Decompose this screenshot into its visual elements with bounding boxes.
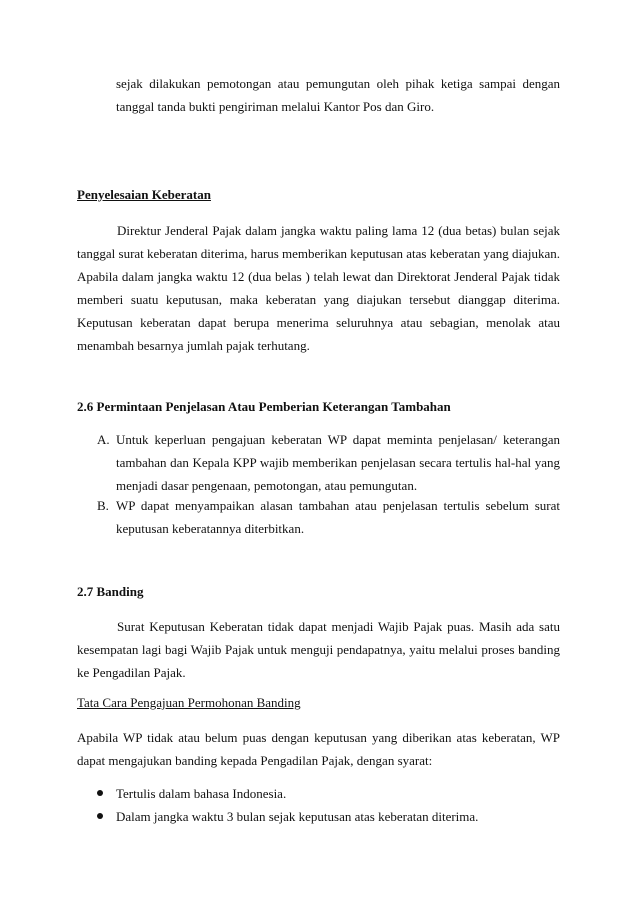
penyelesaian-body — [77, 219, 560, 357]
tata-cara-paragraph: Apabila WP tidak atau belum puas dengan keputusan yang diberikan atas keberatan, WP dapat mengajukan banding kepada Pengadilan Pajak, dengan syarat: — [77, 730, 560, 768]
list-marker-b: B. — [97, 498, 109, 513]
bullet-item-1-text: Tertulis dalam bahasa Indonesia. — [116, 786, 287, 801]
list-item-b — [77, 494, 560, 540]
section-2-7-heading: 2.7 Banding — [77, 584, 144, 599]
tata-cara-body — [77, 726, 560, 772]
bullet-item-2-text: Dalam jangka waktu 3 bulan sejak keputusan atas keberatan diterima. — [116, 809, 479, 824]
banding-paragraph: Surat Keputusan Keberatan tidak dapat menjadi Wajib Pajak puas. Masih ada satu kesempatan lagi bagi Wajib Pajak untuk menguji pendapatnya, yaitu melalui proses banding ke Pengadilan Pajak. — [77, 619, 560, 680]
section-2-6-heading: 2.6 Permintaan Penjelasan Atau Pemberian Keterangan Tambahan — [77, 399, 451, 414]
tata-cara-heading: Tata Cara Pengajuan Permohonan Banding — [77, 695, 301, 710]
bullet-item-2 — [77, 805, 560, 828]
intro-continuation — [116, 72, 560, 118]
list-marker-a: A. — [97, 432, 110, 447]
section-2-7-body — [77, 615, 560, 684]
bullet-icon — [97, 813, 103, 819]
intro-text: sejak dilakukan pemotongan atau pemungutan oleh pihak ketiga sampai dengan tanggal tanda bukti pengiriman melalui Kantor Pos dan Giro. — [116, 76, 560, 114]
list-item-b-text: WP dapat menyampaikan alasan tambahan atau penjelasan tertulis sebelum surat keputusan keberatannya diterbitkan. — [116, 498, 560, 536]
list-item-a-text: Untuk keperluan pengajuan keberatan WP dapat meminta penjelasan/ keterangan tambahan dan Kepala KPP wajib memberikan penjelasan secara tertulis hal-hal yang menjadi dasar pengenaan, pemotongan, atau pemungutan. — [116, 432, 560, 493]
section-2-7-heading-block — [77, 583, 560, 601]
bullet-icon — [97, 790, 103, 796]
penyelesaian-heading-block — [77, 186, 560, 204]
section-2-6-heading-block — [77, 398, 560, 416]
list-item-a — [77, 428, 560, 497]
tata-cara-heading-block — [77, 694, 560, 712]
penyelesaian-paragraph: Direktur Jenderal Pajak dalam jangka waktu paling lama 12 (dua betas) bulan sejak tanggal surat keberatan diterima, harus memberikan keputusan atas keberatan yang diajukan. Apabila dalam jangka waktu 12 (dua belas ) telah lewat dan Direktorat Jenderal Pajak tidak memberi suatu keputusan, maka keberatan yang diajukan tersebut dianggap diterima. Keputusan keberatan dapat berupa menerima seluruhnya atau sebagian, menolak atau menambah besarnya jumlah pajak terhutang. — [77, 223, 560, 353]
penyelesaian-heading: Penyelesaian Keberatan — [77, 187, 211, 202]
bullet-item-1 — [77, 782, 560, 805]
